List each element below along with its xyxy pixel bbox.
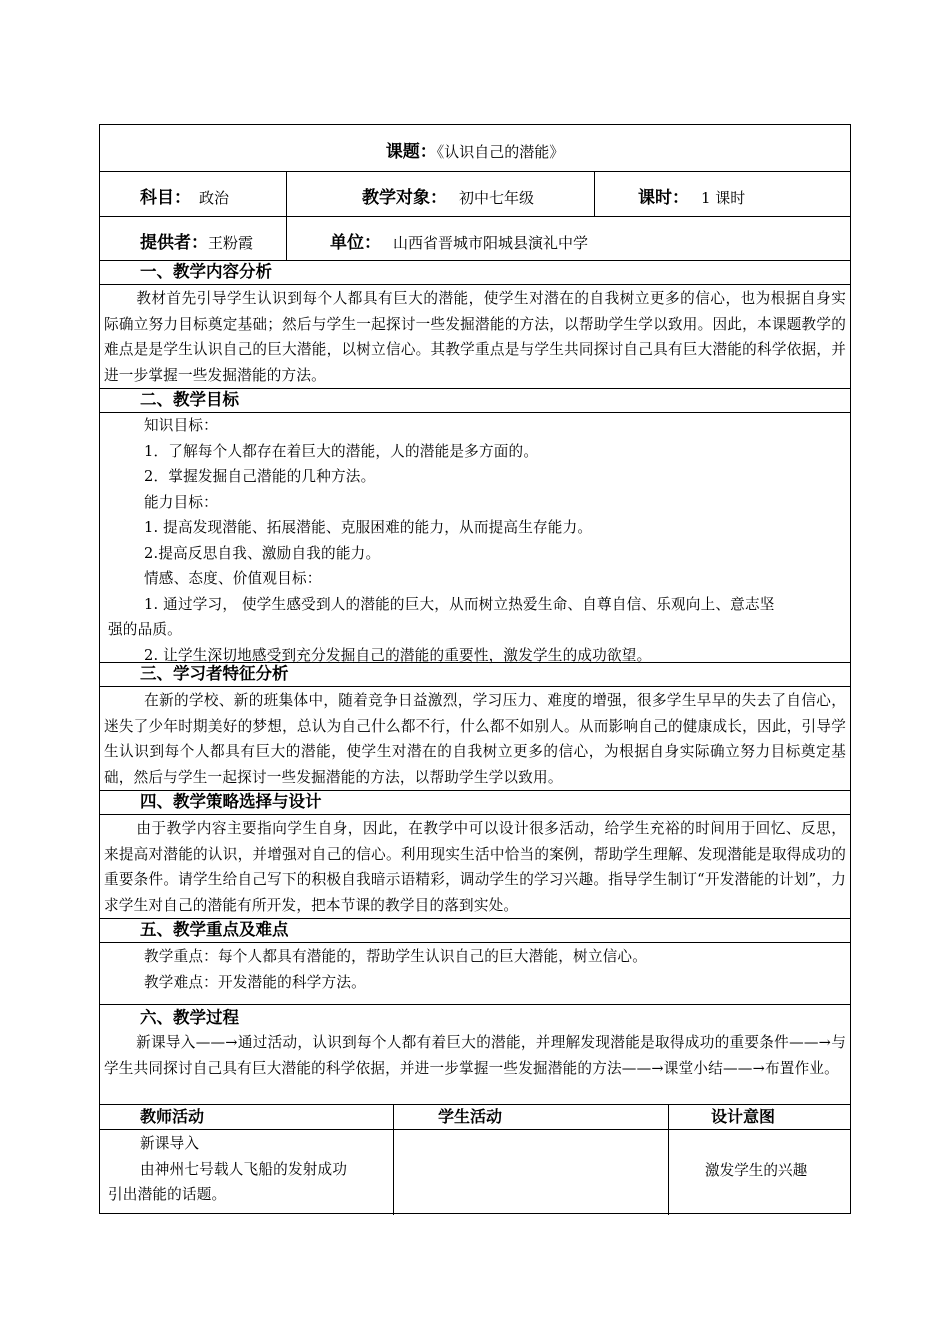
lesson-plan-table bbox=[99, 124, 851, 1214]
divider bbox=[594, 172, 595, 216]
objective-line: 知识目标： bbox=[144, 417, 218, 434]
section-5-header bbox=[100, 918, 850, 942]
header-design-intent: 设计意图 bbox=[711, 1107, 776, 1126]
objective-line: 2．掌握发掘自己潜能的几种方法。 bbox=[144, 468, 376, 485]
section-1-text: 教材首先引导学生认识到每个人都具有巨大的潜能，使学生对潜在的自我树立更多的信心，也为根据自身实际确立努力目标奠定基础；然后与学生一起探讨一些发掘潜能的方法，以帮助学生学以致用。因此，本课题教学的难点是是学生认识自己的巨大潜能，以树立信心。其教学重点是与学生共同探讨自己具有巨大潜能的科学依据，并进一步掌握一些发掘潜能的方法。 bbox=[104, 290, 846, 384]
key-point-line: 教学难点：开发潜能的科学方法。 bbox=[144, 973, 366, 991]
objectives-list bbox=[100, 413, 846, 668]
section-2-header bbox=[100, 388, 850, 412]
divider bbox=[668, 1130, 669, 1215]
section-2-content bbox=[100, 412, 850, 662]
provider-row bbox=[100, 216, 850, 260]
provider-value: 王粉霞 bbox=[208, 234, 254, 252]
objective-line: 1．了解每个人都存在着巨大的潜能，人的潜能是多方面的。 bbox=[144, 442, 539, 460]
process-table-header bbox=[100, 1104, 850, 1129]
divider bbox=[286, 172, 287, 216]
hours-label: 课时： bbox=[638, 188, 689, 208]
subject-row bbox=[100, 171, 850, 216]
section-1-title: 一、教学内容分析 bbox=[140, 262, 272, 281]
audience-cell bbox=[362, 183, 534, 208]
section-4-title: 四、教学策略选择与设计 bbox=[140, 792, 322, 811]
header-student-activity: 学生活动 bbox=[438, 1107, 503, 1126]
course-title bbox=[100, 137, 850, 162]
section-6-text: 新课导入——→通过活动，认识到每个人都有着巨大的潜能，并理解发现潜能是取得成功的重要条件——→与学生共同探讨自己具有巨大潜能的科学依据，并进一步掌握一些发掘潜能的方法——→课堂小结——→布置作业。 bbox=[104, 1034, 846, 1077]
section-1-content bbox=[100, 284, 850, 388]
audience-label: 教学对象： bbox=[362, 188, 447, 208]
divider bbox=[393, 1130, 394, 1215]
course-title-row bbox=[100, 125, 850, 171]
objective-line: 能力目标： bbox=[144, 493, 218, 511]
section-4-content bbox=[100, 814, 850, 918]
subject-value: 政治 bbox=[199, 189, 230, 207]
header-teacher-activity: 教师活动 bbox=[140, 1107, 205, 1126]
unit-value: 山西省晋城市阳城县演礼中学 bbox=[393, 234, 589, 252]
objective-line: 强的品质。 bbox=[108, 621, 182, 638]
section-5-content bbox=[100, 942, 850, 1004]
divider bbox=[668, 1105, 669, 1129]
teacher-activity-line: 新课导入 bbox=[140, 1135, 200, 1152]
teacher-activity-line: 由神州七号载人飞船的发射成功 bbox=[140, 1160, 348, 1178]
subject-cell bbox=[140, 183, 229, 208]
audience-value: 初中七年级 bbox=[459, 189, 535, 207]
objective-line: 1. 通过学习， 使学生感受到人的潜能的巨大，从而树立热爱生命、自尊自信、乐观向上、意志坚 bbox=[144, 595, 775, 613]
section-2-title: 二、教学目标 bbox=[140, 390, 239, 409]
table-row bbox=[100, 1129, 850, 1215]
key-points-list bbox=[100, 944, 846, 995]
section-3-text: 在新的学校、新的班集体中，随着竞争日益激烈，学习压力、难度的增强，很多学生早早的失去了自信心，迷失了少年时期美好的梦想，总认为自己什么都不行，什么都不如别人。从而影响自己的健康成长，因此，引导学生认识到每个人都具有巨大的潜能，使学生对潜在的自我树立更多的信心，为根据自身实际确立努力目标奠定基础，然后与学生一起探讨一些发掘潜能的方法，以帮助学生学以致用。 bbox=[104, 692, 846, 786]
subject-label: 科目： bbox=[140, 188, 191, 208]
section-5-title: 五、教学重点及难点 bbox=[140, 920, 289, 939]
section-1-header bbox=[100, 260, 850, 284]
section-3-title: 三、学习者特征分析 bbox=[140, 664, 289, 683]
unit-cell bbox=[330, 228, 588, 253]
section-3-content bbox=[100, 686, 850, 790]
section-4-text: 由于教学内容主要指向学生自身，因此，在教学中可以设计很多活动，给学生充裕的时间用于回忆、反思，来提高对潜能的认识，并增强对自己的信心。利用现实生活中恰当的案例，帮助学生理解、发现潜能是取得成功的重要条件。请学生给自己写下的积极自我暗示语精彩，调动学生的学习兴趣。指导学生制订“开发潜能的计划”，力求学生对自己的潜能有所开发，把本节课的教学目的落到实处。 bbox=[104, 820, 846, 914]
section-6-block bbox=[100, 1004, 850, 1104]
section-6-title: 六、教学过程 bbox=[140, 1008, 239, 1027]
section-4-header bbox=[100, 790, 850, 814]
objective-line: 2.提高反思自我、激励自我的能力。 bbox=[144, 544, 381, 562]
objective-line: 2. 让学生深切地感受到充分发掘自己的潜能的重要性，激发学生的成功欲望。 bbox=[144, 646, 652, 664]
divider bbox=[286, 217, 287, 260]
course-label: 课题： bbox=[385, 142, 437, 162]
hours-cell bbox=[638, 183, 745, 208]
section-3-header bbox=[100, 662, 850, 686]
provider-cell bbox=[140, 228, 253, 253]
key-point-line: 教学重点：每个人都具有潜能的，帮助学生认识自己的巨大潜能，树立信心。 bbox=[144, 948, 647, 965]
unit-label: 单位： bbox=[330, 233, 381, 253]
divider bbox=[393, 1105, 394, 1129]
teacher-activity-cell bbox=[100, 1131, 390, 1208]
teacher-activity-line: 引出潜能的话题。 bbox=[108, 1186, 227, 1203]
objective-line: 1. 提高发现潜能、拓展潜能、克服困难的能力，从而提高生存能力。 bbox=[144, 519, 593, 536]
objective-line: 情感、态度、价值观目标： bbox=[144, 570, 322, 587]
design-intent-cell: 激发学生的兴趣 bbox=[705, 1162, 808, 1179]
provider-label: 提供者： bbox=[140, 233, 208, 253]
course-value: 《认识自己的潜能》 bbox=[436, 143, 565, 161]
hours-value: 1 课时 bbox=[701, 189, 746, 207]
